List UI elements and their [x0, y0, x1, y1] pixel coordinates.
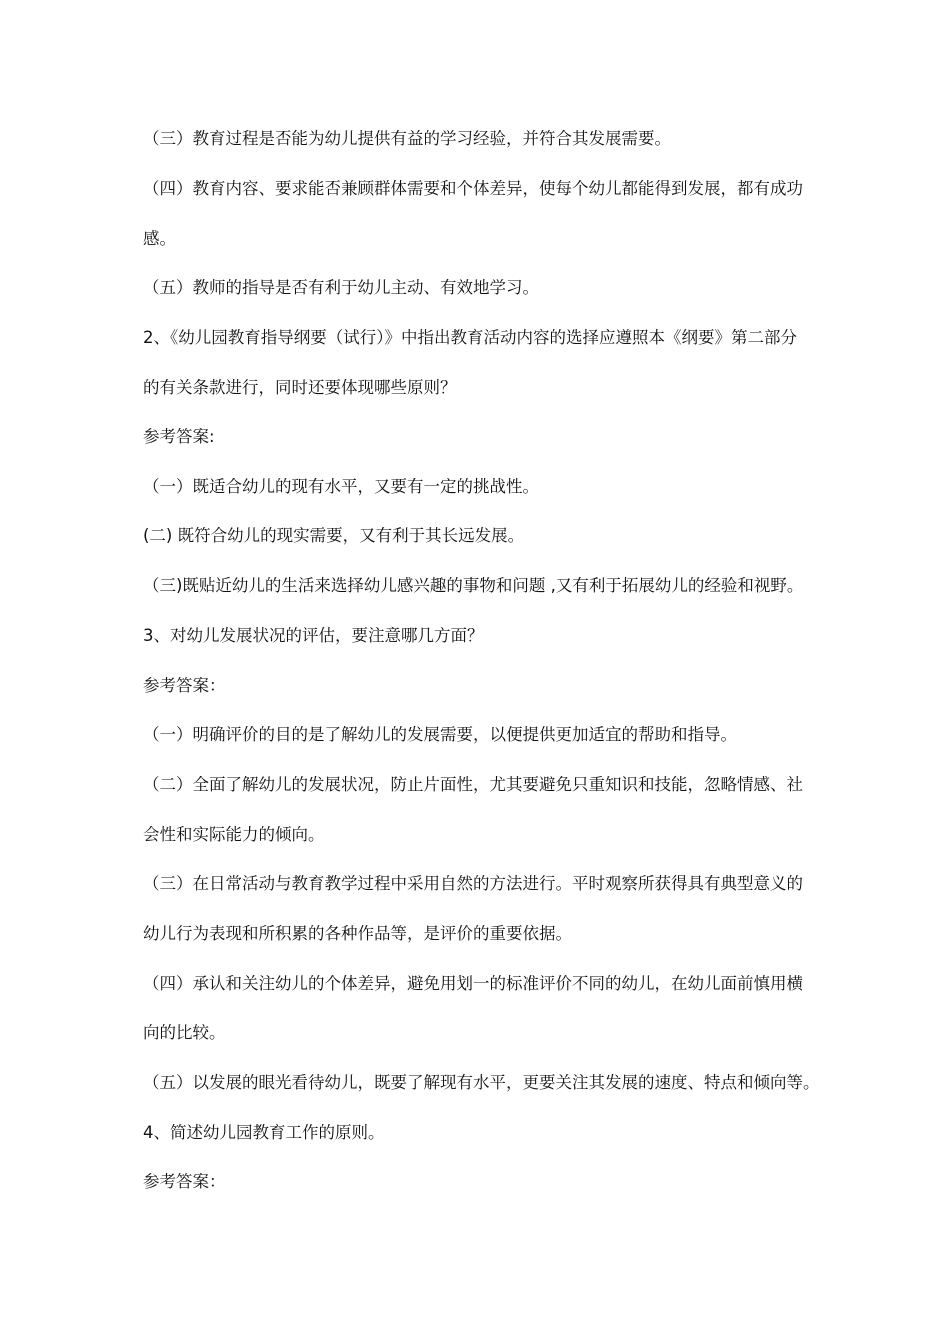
answer-item-4-continuation: 向的比较。 [143, 1023, 226, 1042]
answer-item-1-purpose: （一）明确评价的目的是了解幼儿的发展需要，以便提供更加适宜的帮助和指导。 [143, 725, 737, 744]
answer-item-4-content: （四）教育内容、要求能否兼顾群体需要和个体差异，使每个幼儿都能得到发展，都有成功 [143, 179, 803, 198]
answer-item-4-differences: （四）承认和关注幼儿的个体差异，避免用划一的标准评价不同的幼儿，在幼儿面前慎用横 [143, 974, 803, 993]
answer-item-3-life: （三)既贴近幼儿的生活来选择幼儿感兴趣的事物和问题 ,又有利于拓展幼儿的经验和视野。 [143, 576, 804, 595]
answer-item-5-guidance: （五）教师的指导是否有利于幼儿主动、有效地学习。 [143, 278, 539, 297]
answer-item-2-needs: (二) 既符合幼儿的现实需要，又有利于其长远发展。 [143, 526, 525, 545]
answer-item-3-natural-method: （三）在日常活动与教育教学过程中采用自然的方法进行。平时观察所获得具有典型意义的 [143, 874, 803, 893]
answer-item-5-development: （五）以发展的眼光看待幼儿，既要了解现有水平，更要关注其发展的速度、特点和倾向等。 [143, 1073, 820, 1092]
answer-item-4-continuation: 感。 [143, 229, 176, 248]
question-2: 2、《幼儿园教育指导纲要（试行）》中指出教育活动内容的选择应遵照本《纲要》第二部分 [143, 328, 797, 347]
question-2-continuation: 的有关条款进行，同时还要体现哪些原则？ [143, 378, 457, 397]
answer-item-3-process: （三）教育过程是否能为幼儿提供有益的学习经验，并符合其发展需要。 [143, 129, 671, 148]
question-3: 3、对幼儿发展状况的评估，要注意哪几方面？ [143, 626, 484, 645]
reference-answer-label: 参考答案: [143, 427, 215, 446]
answer-item-1-challenge: （一）既适合幼儿的现有水平，又要有一定的挑战性。 [143, 477, 539, 496]
reference-answer-label: 参考答案： [143, 676, 226, 695]
question-4: 4、简述幼儿园教育工作的原则。 [143, 1123, 385, 1142]
answer-item-2-comprehensive: （二）全面了解幼儿的发展状况，防止片面性，尤其要避免只重知识和技能，忽略情感、社 [143, 775, 803, 794]
answer-item-2-continuation: 会性和实际能力的倾向。 [143, 825, 325, 844]
answer-item-3-continuation: 幼儿行为表现和所积累的各种作品等，是评价的重要依据。 [143, 924, 572, 943]
reference-answer-label: 参考答案： [143, 1172, 226, 1191]
